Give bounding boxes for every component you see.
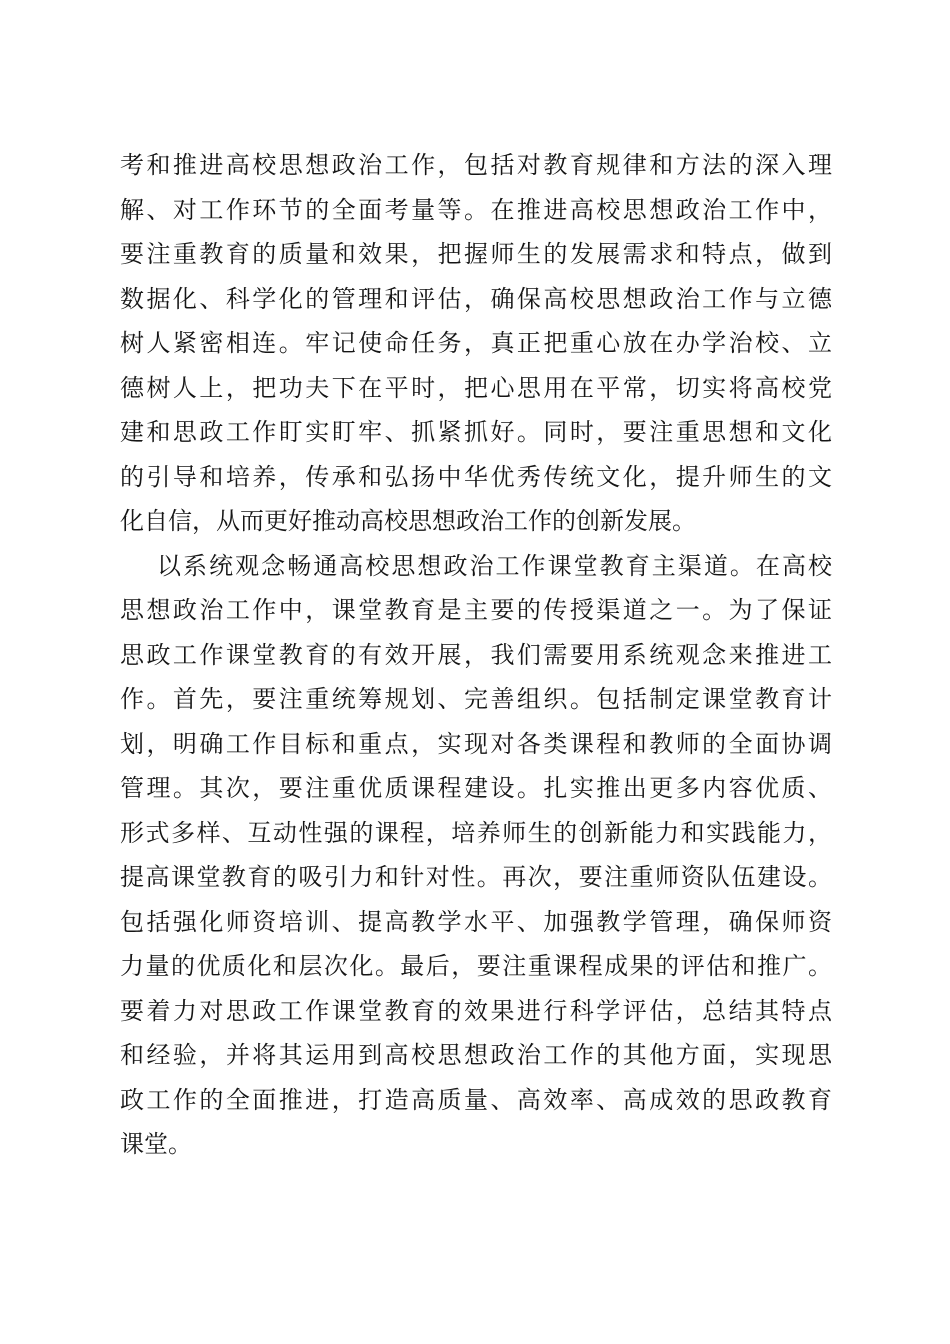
text-line: 划，明确工作目标和重点，实现对各类课程和教师的全面协调 xyxy=(120,729,832,758)
paragraph-classroom-education xyxy=(120,544,832,1167)
text-line: 力量的优质化和层次化。最后，要注重课程成果的评估和推广。 xyxy=(120,952,832,980)
text-line: 管理。其次，要注重优质课程建设。扎实推出更多内容优质、 xyxy=(120,774,832,802)
text-line: 要注重教育的质量和效果，把握师生的发展需求和特点，做到 xyxy=(120,240,832,268)
text-line: 要着力对思政工作课堂教育的效果进行科学评估，总结其特点 xyxy=(120,996,832,1025)
text-line: 以系统观念畅通高校思想政治工作课堂教育主渠道。在高校 xyxy=(157,551,832,580)
text-line: 解、对工作环节的全面考量等。在推进高校思想政治工作中， xyxy=(120,195,832,224)
text-line: 考和推进高校思想政治工作，包括对教育规律和方法的深入理 xyxy=(120,151,832,179)
paragraph-continuation xyxy=(120,143,832,544)
text-line: 数据化、科学化的管理和评估，确保高校思想政治工作与立德 xyxy=(120,284,832,313)
text-line: 形式多样、互动性强的课程，培养师生的创新能力和实践能力， xyxy=(120,818,832,847)
text-line: 思政工作课堂教育的有效开展，我们需要用系统观念来推进工 xyxy=(120,640,832,669)
text-line: 思想政治工作中，课堂教育是主要的传授渠道之一。为了保证 xyxy=(120,596,832,624)
text-line: 树人紧密相连。牢记使命任务，真正把重心放在办学治校、立 xyxy=(120,329,832,357)
text-line: 化自信，从而更好推动高校思想政治工作的创新发展。 xyxy=(120,507,696,535)
text-line: 德树人上，把功夫下在平时，把心思用在平常，切实将高校党 xyxy=(120,373,832,402)
text-line: 的引导和培养，传承和弘扬中华优秀传统文化，提升师生的文 xyxy=(120,462,832,491)
text-line: 作。首先，要注重统筹规划、完善组织。包括制定课堂教育计 xyxy=(120,685,832,713)
text-line: 建和思政工作盯实盯牢、抓紧抓好。同时，要注重思想和文化 xyxy=(120,418,832,446)
document-body xyxy=(120,143,832,1167)
text-line: 和经验，并将其运用到高校思想政治工作的其他方面，实现思 xyxy=(120,1041,832,1069)
text-line: 提高课堂教育的吸引力和针对性。再次，要注重师资队伍建设。 xyxy=(120,863,832,891)
text-line: 政工作的全面推进，打造高质量、高效率、高成效的思政教育 xyxy=(120,1085,832,1114)
text-line: 包括强化师资培训、提高教学水平、加强教学管理，确保师资 xyxy=(120,907,832,936)
text-line: 课堂。 xyxy=(120,1130,192,1158)
